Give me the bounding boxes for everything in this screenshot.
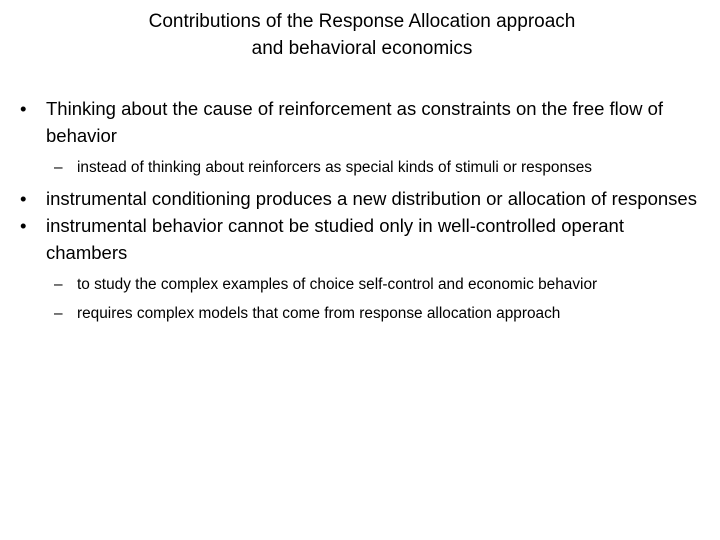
bullet-item <box>20 95 710 149</box>
sub-bullet-marker: – <box>54 305 63 322</box>
bullet-item <box>20 185 710 212</box>
slide-title <box>40 8 684 62</box>
sub-bullet-text: to study the complex examples of choice self-control and economic behavior <box>77 276 598 293</box>
title-line-1: Contributions of the Response Allocation approach <box>148 11 576 32</box>
bullet-marker: • <box>20 188 27 209</box>
bullet-item <box>20 212 710 266</box>
sub-bullet-text: requires complex models that come from response allocation approach <box>77 305 561 322</box>
bullet-text: instrumental conditioning produces a new distribution or allocation of responses <box>46 188 697 209</box>
sub-bullet-item <box>20 270 710 299</box>
sub-bullet-marker: – <box>54 159 63 176</box>
title-line-2: and behavioral economics <box>251 38 473 59</box>
bullet-text: instrumental behavior cannot be studied only in well-controlled operant chambers <box>46 215 624 263</box>
bullet-list <box>20 95 710 328</box>
sub-bullet-marker: – <box>54 276 63 293</box>
bullet-marker: • <box>20 98 27 119</box>
sub-bullet-item <box>20 299 710 328</box>
bullet-marker: • <box>20 215 27 236</box>
sub-bullet-item <box>20 153 710 182</box>
sub-bullet-text: instead of thinking about reinforcers as special kinds of stimuli or responses <box>77 159 592 176</box>
bullet-text: Thinking about the cause of reinforcement as constraints on the free flow of behavior <box>46 98 664 146</box>
